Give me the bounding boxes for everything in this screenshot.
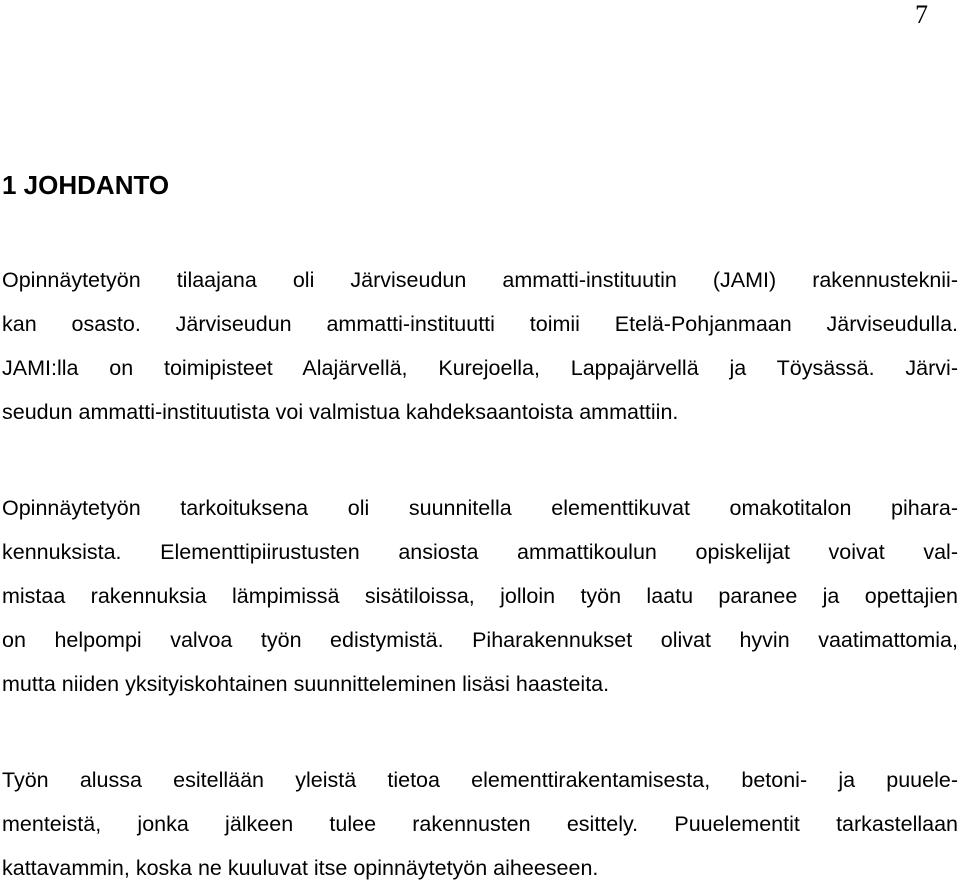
paragraph-line: Työn alussa esitellään yleistä tietoa elementtirakentamisesta, betoni- ja puuele-	[2, 768, 958, 792]
paragraph-line: Opinnäytetyön tilaajana oli Järviseudun ammatti-instituutin (JAMI) rakennusteknii-	[2, 268, 958, 292]
paragraph-line: mistaa rakennuksia lämpimissä sisätiloissa, jolloin työn laatu paranee ja opettajien	[2, 584, 958, 608]
paragraph-line: kan osasto. Järviseudun ammatti-instituutti toimii Etelä-Pohjanmaan Järviseudulla.	[2, 312, 958, 336]
paragraph-line: on helpompi valvoa työn edistymistä. Piharakennukset olivat hyvin vaatimattomia,	[2, 628, 958, 652]
paragraph-line: menteistä, jonka jälkeen tulee rakennusten esittely. Puuelementit tarkastellaan	[2, 812, 958, 836]
paragraph-line: Opinnäytetyön tarkoituksena oli suunnitella elementtikuvat omakotitalon pihara-	[2, 496, 958, 520]
paragraph-line: mutta niiden yksityiskohtainen suunnitteleminen lisäsi haasteita.	[2, 672, 610, 696]
paragraph-1	[2, 258, 958, 434]
paragraph-line: kennuksista. Elementtipiirustusten ansiosta ammattikoulun opiskelijat voivat val-	[2, 540, 958, 564]
paragraph-3	[2, 758, 958, 890]
paragraph-line: JAMI:lla on toimipisteet Alajärvellä, Kurejoella, Lappajärvellä ja Töysässä. Järvi-	[2, 356, 958, 380]
page-number: 7	[915, 0, 928, 29]
paragraph-2	[2, 486, 958, 706]
chapter-heading: 1 JOHDANTO	[2, 170, 170, 200]
paragraph-line: kattavammin, koska ne kuuluvat itse opinnäytetyön aiheeseen.	[2, 856, 599, 880]
paragraph-line: seudun ammatti-instituutista voi valmistua kahdeksaantoista ammattiin.	[2, 400, 679, 424]
